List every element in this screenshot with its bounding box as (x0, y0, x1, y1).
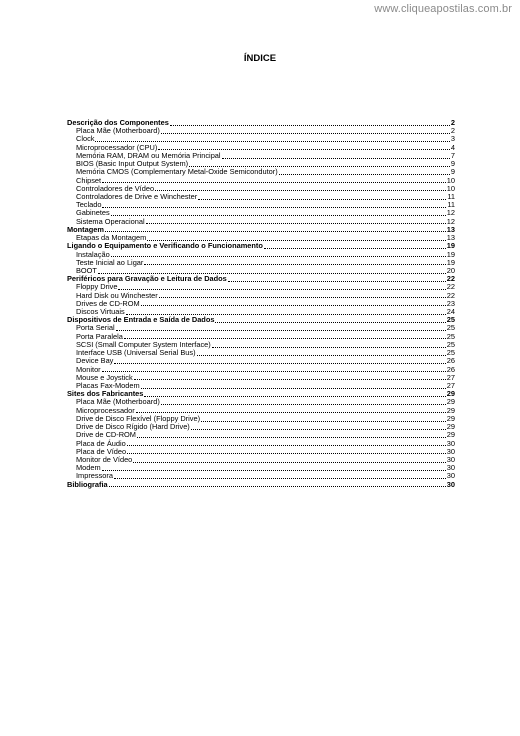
toc-section-row[interactable] (67, 242, 455, 250)
toc-page-number: 30 (446, 454, 455, 464)
toc-page-number: 13 (446, 233, 455, 243)
dot-leader (222, 158, 450, 159)
toc-entry-label: Teclado (76, 200, 102, 210)
toc-page-number: 11 (447, 200, 455, 210)
toc-entry-row[interactable] (67, 456, 455, 464)
toc-entry-label: Discos Virtuais (76, 307, 125, 317)
toc-entry-label: Microprocessador (76, 405, 135, 415)
toc-entry-label: Modem (76, 463, 101, 473)
toc-page-number: 24 (446, 307, 455, 317)
toc-page-number: 30 (446, 479, 455, 489)
toc-page-number: 12 (446, 208, 455, 218)
dot-leader (111, 256, 446, 257)
toc-page-number: 22 (446, 274, 455, 284)
toc-entry-row[interactable] (67, 472, 455, 480)
toc-entry-label: BIOS (Basic Input Output System) (76, 159, 189, 169)
dot-leader (146, 223, 446, 224)
dot-leader (141, 388, 446, 389)
toc-page-number: 30 (446, 471, 455, 481)
toc-entry-label: Drive de Disco Flexível (Floppy Drive) (76, 413, 201, 423)
toc-page-number: 25 (446, 323, 455, 333)
toc-page-number: 26 (446, 364, 455, 374)
dot-leader (170, 125, 450, 126)
toc-page-number: 29 (446, 405, 455, 415)
toc-page-number: 29 (446, 422, 455, 432)
toc-page-number: 19 (446, 241, 455, 251)
toc-entry-label: Memória CMOS (Complementary Metal-Oxide Semicondutor) (76, 167, 278, 177)
toc-entry-label: Periféricos para Gravação e Leitura de Dados (67, 274, 227, 284)
dot-leader (159, 297, 446, 298)
toc-entry-label: Bibliografia (67, 479, 108, 489)
dot-leader (201, 421, 446, 422)
toc-page-number: 20 (446, 265, 455, 275)
dot-leader (109, 486, 446, 487)
toc-page-number: 4 (450, 142, 455, 152)
toc-page-number: 11 (447, 191, 455, 201)
dot-leader (102, 371, 446, 372)
dot-leader (114, 363, 445, 364)
toc-page-number: 25 (446, 331, 455, 341)
toc-page-number: 22 (446, 282, 455, 292)
toc-entry-row[interactable] (67, 259, 455, 267)
toc-entry-label: Clock (76, 134, 95, 144)
dot-leader (264, 248, 446, 249)
dot-leader (228, 281, 446, 282)
toc-entry-row[interactable] (67, 357, 455, 365)
toc-entry-row[interactable] (67, 193, 455, 201)
toc-entry-label: Impressora (76, 471, 113, 481)
toc-entry-label: Device Bay (76, 356, 114, 366)
table-of-contents (67, 119, 455, 489)
toc-entry-row[interactable] (67, 201, 455, 209)
dot-leader (111, 215, 446, 216)
toc-page-number: 29 (446, 389, 455, 399)
toc-entry-label: Microprocessador (CPU) (76, 142, 158, 152)
toc-entry-label: Drive de Disco Rígido (Hard Drive) (76, 422, 190, 432)
toc-page-number: 27 (446, 372, 455, 382)
toc-page-number: 22 (446, 290, 455, 300)
dot-leader (133, 462, 445, 463)
dot-leader (198, 199, 446, 200)
dot-leader (116, 330, 446, 331)
toc-entry-label: SCSI (Small Computer System Interface) (76, 339, 211, 349)
toc-page-number: 30 (446, 438, 455, 448)
toc-page-number: 12 (446, 216, 455, 226)
toc-page-number: 29 (446, 397, 455, 407)
toc-entry-label: Porta Paralela (76, 331, 123, 341)
site-watermark: www.cliqueapostilas.com.br (374, 3, 512, 15)
toc-entry-label: Placa de Áudio (76, 438, 126, 448)
dot-leader (134, 379, 446, 380)
dot-leader (161, 133, 450, 134)
toc-page-number: 30 (446, 446, 455, 456)
toc-section-row[interactable] (67, 316, 455, 324)
dot-leader (212, 347, 446, 348)
toc-page-number: 30 (446, 463, 455, 473)
toc-entry-label: Mouse e Joystick (76, 372, 133, 382)
toc-entry-label: Ligando o Equipamento e Verificando o Funcionamento (67, 241, 263, 251)
dot-leader (127, 445, 446, 446)
dot-leader (191, 429, 446, 430)
dot-leader (144, 396, 445, 397)
toc-page-number: 26 (446, 356, 455, 366)
toc-page-number: 2 (450, 118, 455, 128)
dot-leader (155, 190, 446, 191)
toc-page-number: 25 (446, 339, 455, 349)
toc-section-row[interactable] (67, 481, 455, 489)
toc-entry-label: Controladores de Vídeo (76, 183, 155, 193)
toc-page-number: 27 (446, 381, 455, 391)
page-title: ÍNDICE (243, 53, 277, 64)
toc-page-number: 19 (446, 249, 455, 259)
toc-entry-label: Sistema Operacional (76, 216, 145, 226)
toc-entry-label: Montagem (67, 224, 104, 234)
toc-page-number: 29 (446, 413, 455, 423)
dot-leader (114, 478, 446, 479)
toc-page-number: 23 (446, 298, 455, 308)
toc-entry-label: Dispositivos de Entrada e Saída de Dados (67, 315, 215, 325)
toc-page-number: 13 (446, 224, 455, 234)
toc-page-number: 3 (450, 134, 455, 144)
toc-entry-label: Descrição dos Componentes (67, 118, 169, 128)
toc-page-number: 29 (446, 430, 455, 440)
toc-entry-label: BOOT (76, 265, 97, 275)
toc-entry-label: Placa Mãe (Motherboard) (76, 126, 160, 136)
toc-entry-label: Floppy Drive (76, 282, 118, 292)
toc-entry-label: Etapas da Montagem (76, 233, 147, 243)
toc-entry-label: Monitor de Vídeo (76, 454, 133, 464)
toc-page-number: 7 (450, 150, 455, 160)
toc-entry-label: Hard Disk ou Winchester (76, 290, 158, 300)
toc-section-row[interactable] (67, 275, 455, 283)
toc-entry-label: Drives de CD-ROM (76, 298, 140, 308)
toc-entry-row[interactable] (67, 168, 455, 176)
toc-entry-row[interactable] (67, 324, 455, 332)
toc-entry-label: Teste Inicial ao Ligar (76, 257, 144, 267)
toc-page-number: 9 (450, 159, 455, 169)
toc-entry-row[interactable] (67, 349, 455, 357)
dot-leader (144, 264, 445, 265)
toc-entry-label: Sites dos Fabricantes (67, 389, 144, 399)
toc-entry-label: Memória RAM, DRAM ou Memória Principal (76, 150, 221, 160)
dot-leader (127, 453, 446, 454)
toc-entry-label: Porta Serial (76, 323, 115, 333)
dot-leader (141, 305, 446, 306)
toc-entry-label: Interface USB (Universal Serial Bus) (76, 348, 196, 358)
toc-page-number: 10 (446, 175, 455, 185)
toc-page-number: 25 (446, 348, 455, 358)
dot-leader (215, 322, 445, 323)
toc-entry-label: Chipset (76, 175, 102, 185)
dot-leader (105, 231, 446, 232)
dot-leader (137, 437, 446, 438)
toc-entry-row[interactable] (67, 464, 455, 472)
toc-page-number: 25 (446, 315, 455, 325)
dot-leader (161, 404, 446, 405)
toc-entry-label: Drive de CD-ROM (76, 430, 136, 440)
toc-page-number: 2 (450, 126, 455, 136)
toc-entry-label: Monitor (76, 364, 101, 374)
dot-leader (102, 182, 446, 183)
toc-entry-label: Placa Mãe (Motherboard) (76, 397, 160, 407)
dot-leader (197, 355, 446, 356)
toc-entry-row[interactable] (67, 218, 455, 226)
toc-entry-label: Instalação (76, 249, 110, 259)
dot-leader (102, 470, 446, 471)
toc-entry-label: Placa de Vídeo (76, 446, 127, 456)
toc-entry-label: Placas Fax-Modem (76, 381, 140, 391)
dot-leader (279, 174, 450, 175)
toc-page-number: 9 (450, 167, 455, 177)
toc-entry-label: Controladores de Drive e Winchester (76, 191, 198, 201)
toc-page-number: 10 (446, 183, 455, 193)
toc-page-number: 19 (446, 257, 455, 267)
dot-leader (102, 207, 446, 208)
toc-entry-row[interactable] (67, 300, 455, 308)
toc-entry-row[interactable] (67, 127, 455, 135)
toc-entry-label: Gabinetes (76, 208, 110, 218)
dot-leader (118, 289, 445, 290)
dot-leader (95, 141, 449, 142)
